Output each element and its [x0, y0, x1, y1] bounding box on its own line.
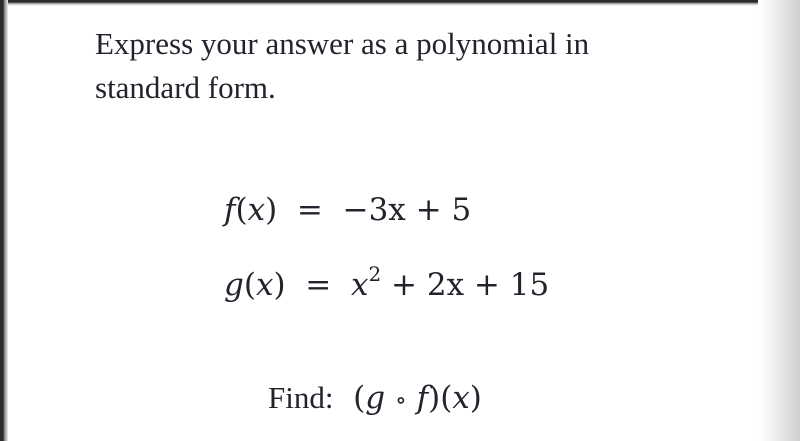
composition-operator-icon: ∘	[395, 386, 407, 414]
function-name-f: f	[224, 192, 236, 228]
composition-close-paren: )(	[428, 380, 453, 416]
paren-close: )	[273, 267, 286, 303]
g-rhs-remaining-terms: + 2x + 15	[391, 267, 550, 303]
find-prompt	[268, 380, 482, 416]
problem-instructions: Express your answer as a polynomial in standard form.	[95, 26, 590, 105]
g-rhs-base: x	[350, 267, 369, 303]
equals-sign: =	[295, 267, 342, 303]
variable-x: x	[247, 192, 266, 228]
paren-open: (	[243, 267, 256, 303]
equals-sign: =	[287, 192, 333, 228]
equation-g	[224, 262, 549, 303]
right-shadow	[758, 0, 800, 441]
left-border	[0, 0, 8, 441]
find-variable-x: x	[452, 380, 470, 416]
equation-f	[224, 192, 471, 228]
find-label: Find:	[268, 380, 334, 415]
inner-function-f: f	[416, 380, 429, 416]
outer-function-g: g	[365, 380, 386, 416]
composition-open-paren: (	[343, 380, 366, 416]
f-rhs-expression: −3x + 5	[342, 192, 472, 228]
g-rhs-exponent: 2	[368, 262, 382, 286]
paren-open: (	[235, 192, 248, 228]
function-name-g: g	[224, 267, 244, 303]
top-border	[0, 0, 800, 6]
paren-close: )	[265, 192, 278, 228]
find-close-paren: )	[469, 380, 482, 416]
variable-x: x	[255, 267, 274, 303]
